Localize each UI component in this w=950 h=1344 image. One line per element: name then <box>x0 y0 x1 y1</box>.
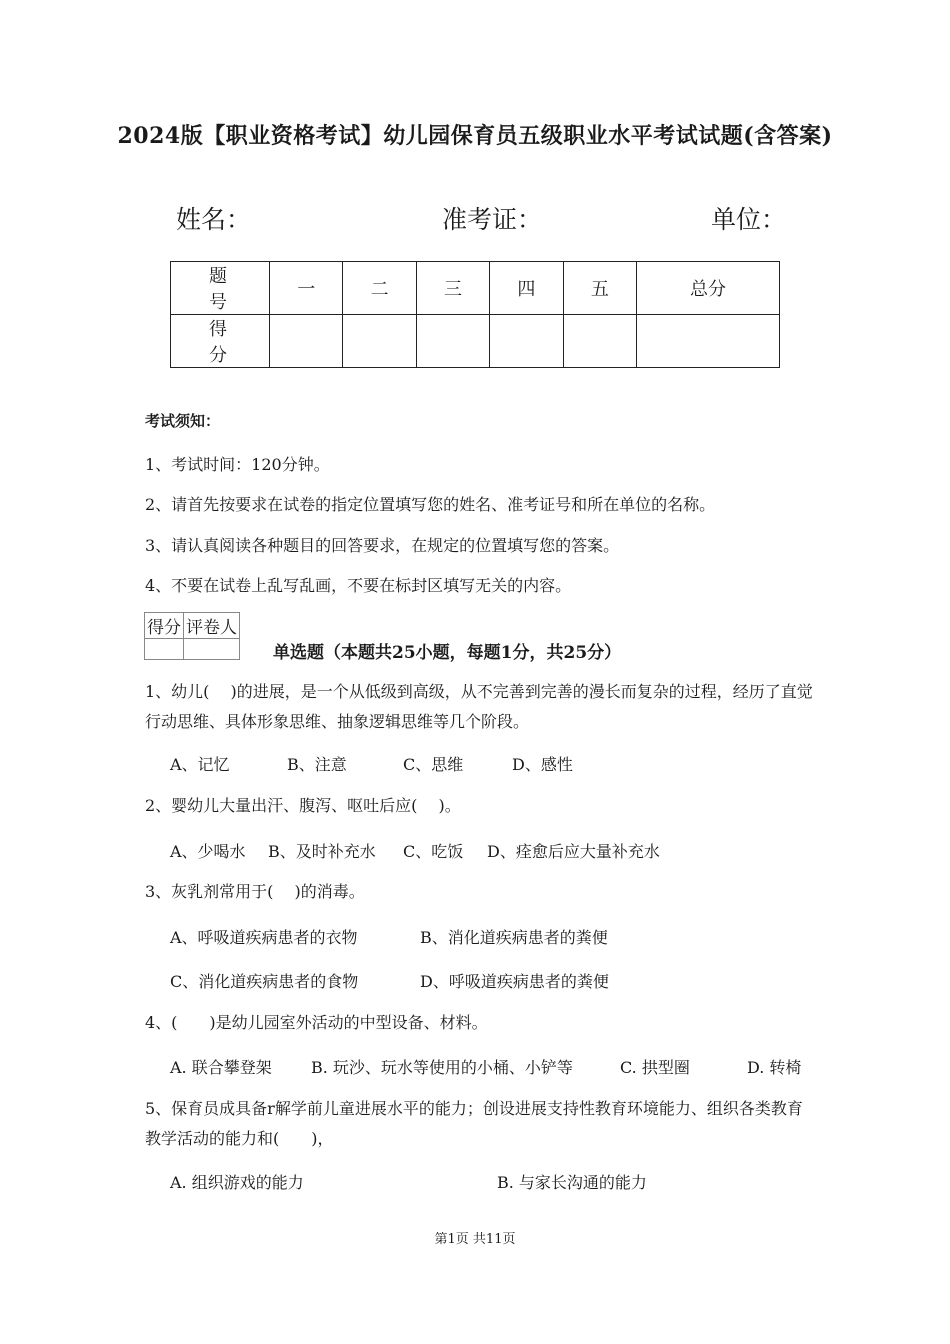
question-option: C. 拱型圈 <box>620 1058 690 1077</box>
question-option: C、思维 <box>403 755 464 774</box>
question-option: B、及时补充水 <box>268 842 376 861</box>
question-option: A、少喝水 <box>170 842 246 861</box>
score-header-cell: 四 <box>490 262 563 315</box>
question-option: B、消化道疾病患者的粪便 <box>420 928 608 947</box>
notice-item: 3、请认真阅读各种题目的回答要求，在规定的位置填写您的答案。 <box>145 536 620 555</box>
score-row-label: 得 分 <box>171 315 270 368</box>
score-header-cell: 五 <box>563 262 636 315</box>
grader-name-label: 评卷人 <box>184 613 240 639</box>
score-table-header-row <box>171 262 780 315</box>
exam-id-label: 准考证： <box>442 205 543 234</box>
candidate-info-row <box>0 200 950 240</box>
question-option: D、痊愈后应大量补充水 <box>487 842 660 861</box>
notice-title: 考试须知： <box>145 412 221 430</box>
grader-score-cell[interactable] <box>145 639 184 660</box>
section-title: 单选题（本题共25小题，每题1分，共25分） <box>273 643 622 663</box>
score-cell[interactable] <box>270 315 343 368</box>
score-header-cell: 二 <box>343 262 416 315</box>
page-title: 2024版【职业资格考试】幼儿园保育员五级职业水平考试试题(含答案) <box>117 123 833 149</box>
page-footer: 第1页 共11页 <box>434 1232 516 1247</box>
name-label: 姓名： <box>176 205 252 234</box>
question-stem: 2、婴幼儿大量出汗、腹泻、呕吐后应( )。 <box>145 796 461 815</box>
question-option: A、呼吸道疾病患者的衣物 <box>170 928 358 947</box>
score-header-cell: 一 <box>270 262 343 315</box>
score-header-cell: 三 <box>416 262 489 315</box>
score-cell[interactable] <box>563 315 636 368</box>
question-option: D、感性 <box>512 755 573 774</box>
score-cell[interactable] <box>343 315 416 368</box>
unit-label: 单位： <box>711 205 787 234</box>
score-cell[interactable] <box>490 315 563 368</box>
question-stem: 3、灰乳剂常用于( )的消毒。 <box>145 882 365 901</box>
question-option: B、注意 <box>287 755 347 774</box>
score-table <box>170 261 780 368</box>
notice-item: 1、考试时间：120分钟。 <box>145 455 330 474</box>
score-cell[interactable] <box>637 315 780 368</box>
question-option: D. 转椅 <box>747 1058 802 1077</box>
question-option: B. 玩沙、玩水等使用的小桶、小铲等 <box>311 1058 573 1077</box>
question-option: C、吃饭 <box>403 842 464 861</box>
question-stem: 1、幼儿( )的进展，是一个从低级到高级，从不完善到完善的漫长而复杂的过程，经历了直觉行动思维、具体形象思维、抽象逻辑思维等几个阶段。 <box>145 682 813 731</box>
grader-table <box>144 612 240 660</box>
question-stem: 4、( )是幼儿园室外活动的中型设备、材料。 <box>145 1013 488 1032</box>
question-option: A. 组织游戏的能力 <box>170 1173 304 1192</box>
notice-item: 4、不要在试卷上乱写乱画，不要在标封区填写无关的内容。 <box>145 576 572 595</box>
question-option: A、记忆 <box>170 755 230 774</box>
score-table-score-row <box>171 315 780 368</box>
score-cell[interactable] <box>416 315 489 368</box>
question-option: A. 联合攀登架 <box>170 1058 272 1077</box>
question-option: C、消化道疾病患者的食物 <box>170 972 359 991</box>
score-header-cell: 题 号 <box>171 262 270 315</box>
question-option: D、呼吸道疾病患者的粪便 <box>420 972 609 991</box>
grader-score-label: 得分 <box>145 613 184 639</box>
notice-item: 2、请首先按要求在试卷的指定位置填写您的姓名、准考证号和所在单位的名称。 <box>145 495 716 514</box>
question-stem: 5、保育员成具备r解学前儿童进展水平的能力；创设进展支持性教育环境能力、组织各类教育教学活动的能力和( )， <box>145 1099 803 1148</box>
question-option: B. 与家长沟通的能力 <box>497 1173 647 1192</box>
score-header-cell: 总分 <box>637 262 780 315</box>
grader-name-cell[interactable] <box>184 639 240 660</box>
